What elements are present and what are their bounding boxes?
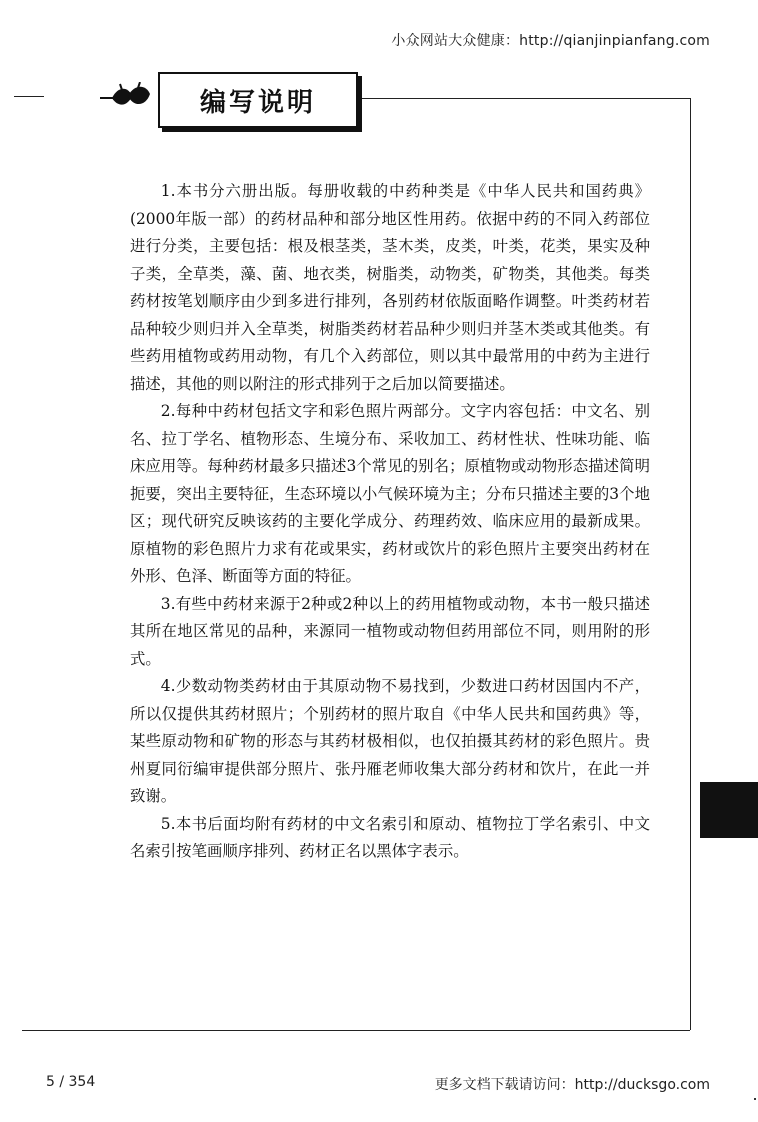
paragraph-5: 5.本书后面均附有药材的中文名索引和原动、植物拉丁学名索引、中文名索引按笔画顺序排列、药材正名以黑体字表示。 xyxy=(130,814,650,860)
chapter-edge-tab xyxy=(700,782,758,838)
bottom-rule xyxy=(22,1030,690,1031)
top-left-rule xyxy=(14,96,44,97)
section-title: 编写说明 xyxy=(199,88,316,118)
corner-mark xyxy=(754,1098,756,1100)
header-site-link[interactable]: 小众网站大众健康：http://qianjinpianfang.com xyxy=(391,33,710,49)
paragraph-4: 4.少数动物类药材由于其原动物不易找到，少数进口药材因国内不产，所以仅提供其药材照片；个别药材的照片取自《中华人民共和国药典》等，某些原动物和矿物的形态与其药材极相似，也仅拍摄其药材的彩色照片。贵州夏同衍编审提供部分照片、张丹雁老师收集大部分药材和饮片，在此一并致谢。 xyxy=(130,677,650,805)
page-number: 5 / 354 xyxy=(46,1074,96,1090)
decorative-leaf-ornament-icon xyxy=(98,82,154,112)
top-right-rule xyxy=(358,98,690,99)
paragraph-2: 2.每种中药材包括文字和彩色照片两部分。文字内容包括：中文名、别名、拉丁学名、植物形态、生境分布、采收加工、药材性状、性味功能、临床应用等。每种药材最多只描述3个常见的别名；原植物或动物形态描述简明扼要，突出主要特征，生态环境以小气候环境为主；分布只描述主要的3个地区；现代研究反映该药的主要化学成分、药理药效、临床应用的最新成果。原植物的彩色照片力求有花或果实，药材或饮片的彩色照片主要突出药材在外形、色泽、断面等方面的特征。 xyxy=(130,402,650,585)
instructions-body xyxy=(130,178,650,866)
paragraph-1: 1.本书分六册出版。每册收载的中药种类是《中华人民共和国药典》(2000年版一部）的药材品种和部分地区性用药。依据中药的不同入药部位进行分类，主要包括：根及根茎类，茎木类，皮类，叶类，花类，果实及种子类，全草类，藻、菌、地衣类，树脂类，动物类，矿物类，其他类。每类药材按笔划顺序由少到多进行排列，各别药材依版面略作调整。叶类药材若品种较少则归并入全草类，树脂类药材若品种少则归并茎木类或其他类。有些药用植物或药用动物，有几个入药部位，则以其中最常用的中药为主进行描述，其他的则以附注的形式排列于之后加以简要描述。 xyxy=(130,182,650,393)
right-border-rule xyxy=(690,98,691,1030)
section-title-box xyxy=(158,72,358,128)
paragraph-3: 3.有些中药材来源于2种或2种以上的药用植物或动物，本书一般只描述其所在地区常见的品种，来源同一植物或动物但药用部位不同，则用附的形式。 xyxy=(130,594,650,668)
footer-download-link[interactable]: 更多文档下载请访问：http://ducksgo.com xyxy=(434,1077,710,1093)
